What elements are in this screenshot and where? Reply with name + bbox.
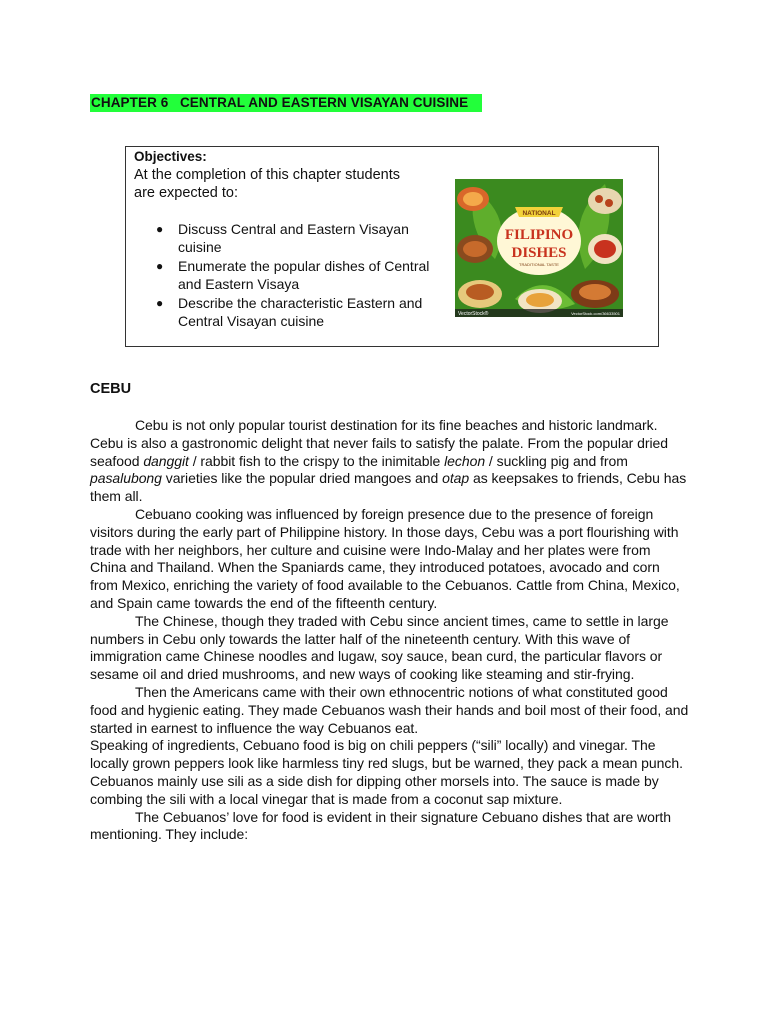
food-illustration [455,179,623,317]
bullet-icon: ● [156,259,164,273]
image-title-line2: DISHES [511,245,567,261]
body-text [90,417,690,844]
bullet-icon: ● [156,222,164,236]
objective-item: ● Enumerate the popular dishes of Central and Eastern Visaya [156,258,430,292]
paragraph: The Chinese, though they traded with Cebu since ancient times, came to settle in large numbers in Cebu only towards the latter half of the nineteenth century. With this wave of immigration came Chinese noodles and lugaw, soy sauce, bean curd, the particular flavors or sesame oil and dried mushrooms, and new ways of cooking like steaming and stir-frying. [90,612,669,683]
image-title-line1: FILIPINO [504,227,574,243]
badge-top-text: NATIONAL [522,210,556,217]
watermark-right: VectorStock.com/36633501 [571,311,620,316]
paragraph: The Cebuanos’ love for food is evident in their signature Cebuano dishes that are worth mentioning. They include: [90,808,672,843]
paragraph: Speaking of ingredients, Cebuano food is big on chili peppers (“sili” locally) and vinegar. The locally grown peppers look like harmless tiny red slugs, but be warned, they pack a mean punch. Cebuanos mainly use sili as a side dish for dipping other morsels into. The sauce is made by combing the sili with a local vinegar that is made from a coconut sap mixture. [90,737,683,807]
paragraph: Cebu is not only popular tourist destination for its fine beaches and historic landmark. Cebu is also a gastronomic delight that never fails to satisfy the palate. From the popular dried seafood danggit / rabbit fish to the crispy to the inimitable lechon / suckling pig and from pasalubong varieties like the popular dried mangoes and otap as keepsakes to friends, Cebu has them all. [90,417,687,505]
objectives-intro: At the completion of this chapter students are expected to: [134,167,400,201]
objective-item: ● Describe the characteristic Eastern and Central Visayan cuisine [156,295,423,329]
objectives-box [125,146,659,347]
chapter-title: CHAPTER 6 CENTRAL AND EASTERN VISAYAN CUISINE [90,94,482,112]
filipino-dishes-image [455,179,623,317]
bullet-icon: ● [156,296,164,310]
objectives-heading: Objectives: [134,149,207,164]
objective-item: ● Discuss Central and Eastern Visayan cuisine [156,221,409,255]
paragraph: Then the Americans came with their own ethnocentric notions of what constituted good food and hygienic eating. They made Cebuanos wash their hands and boil most of their food, and started in earnest to influence the way Cebuanos eat. [90,683,689,736]
watermark-left: VectorStock® [458,311,489,317]
objectives-list [154,220,454,331]
section-heading-cebu: CEBU [90,381,132,397]
paragraph: Cebuano cooking was influenced by foreign presence due to the presence of foreign visitors during the early part of Philippine history. In those days, Cebu was a port flourishing with trade with her neighbors, her culture and cuisine were Indo-Malay and her plates were from China and Thailand. When the Spaniards came, they introduced potatoes, avocado and corn from Mexico, enriching the variety of food available to the Cebuanos. Cattle from China, Mexico, and Spain came towards the end of the fifteenth century. [90,505,680,611]
image-subtitle: TRADITIONAL TASTE [519,262,559,267]
